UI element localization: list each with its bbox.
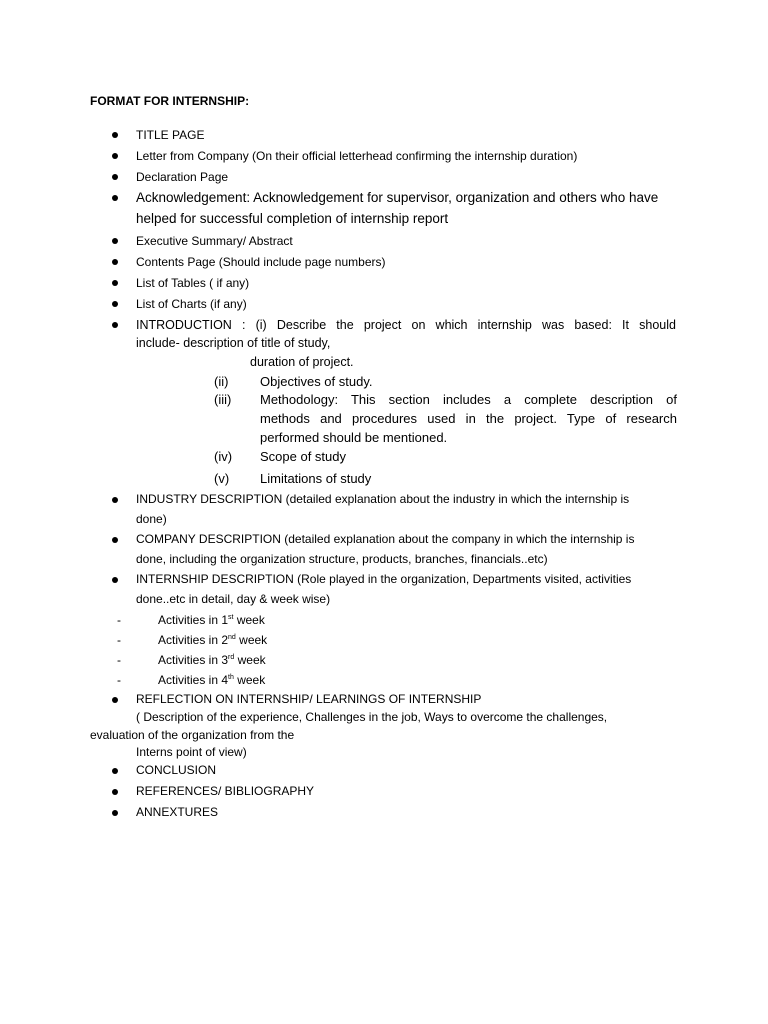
list-item-introduction-cont: include- description of title of study,: [136, 336, 331, 350]
dash-marker: -: [117, 613, 121, 627]
bullet-icon: [112, 577, 118, 583]
week-item: Activities in 4th week: [158, 673, 266, 687]
intro-sub-objectives: Objectives of study.: [260, 374, 373, 389]
dash-marker: -: [117, 673, 121, 687]
bullet-icon: [112, 537, 118, 543]
dash-marker: -: [117, 633, 121, 647]
intro-sub-methodology-end: performed should be mentioned.: [260, 430, 448, 445]
bullet-icon: [112, 238, 118, 244]
week-item: Activities in 3rd week: [158, 653, 266, 667]
bullet-icon: [112, 153, 118, 159]
bullet-icon: [112, 301, 118, 307]
list-item-executive-summary: Executive Summary/ Abstract: [136, 234, 293, 248]
intro-sub-number: (ii): [214, 374, 229, 389]
list-item-contents: Contents Page (Should include page numbers): [136, 255, 386, 269]
list-item-acknowledgement-cont: helped for successful completion of internship report: [136, 211, 449, 226]
week-item: Activities in 1st week: [158, 613, 265, 627]
intro-sub-methodology-cont: methods and procedures used in the project. Type of research: [260, 411, 677, 426]
list-item-conclusion: CONCLUSION: [136, 763, 217, 777]
bullet-icon: [112, 259, 118, 265]
list-item-annextures: ANNEXTURES: [136, 805, 219, 819]
week-item: Activities in 2nd week: [158, 633, 268, 647]
list-item-reflection: REFLECTION ON INTERNSHIP/ LEARNINGS OF INTERNSHIP: [136, 692, 482, 706]
bullet-icon: [112, 697, 118, 703]
list-item-declaration: Declaration Page: [136, 170, 229, 184]
list-item-charts: List of Charts (if any): [136, 297, 247, 311]
bullet-icon: [112, 768, 118, 774]
document-heading: FORMAT FOR INTERNSHIP:: [90, 94, 250, 108]
intro-sub-limitations: Limitations of study: [260, 471, 372, 486]
list-item-reflection-end: Interns point of view): [136, 745, 247, 759]
list-item-internship-cont: done..etc in detail, day & week wise): [136, 592, 331, 606]
bullet-icon: [112, 789, 118, 795]
intro-sub-number: (iii): [214, 392, 232, 407]
list-item-letter: Letter from Company (On their official letterhead confirming the internship duration): [136, 149, 578, 163]
bullet-icon: [112, 280, 118, 286]
list-item-company: COMPANY DESCRIPTION (detailed explanation about the company in which the internship is: [136, 532, 635, 546]
list-item-introduction-duration: duration of project.: [250, 355, 354, 369]
intro-sub-number: (v): [214, 471, 230, 486]
bullet-icon: [112, 810, 118, 816]
list-item-company-cont: done, including the organization structure, products, branches, financials..etc): [136, 552, 548, 566]
list-item-industry: INDUSTRY DESCRIPTION (detailed explanation about the industry in which the internship is: [136, 492, 630, 506]
bullet-icon: [112, 497, 118, 503]
bullet-icon: [112, 132, 118, 138]
list-item-reflection-desc: ( Description of the experience, Challenges in the job, Ways to overcome the challenges,: [136, 710, 608, 724]
intro-sub-scope: Scope of study: [260, 449, 346, 464]
list-item-industry-cont: done): [136, 512, 167, 526]
list-item-acknowledgement: Acknowledgement: Acknowledgement for supervisor, organization and others who have: [136, 190, 659, 205]
bullet-icon: [112, 174, 118, 180]
dash-marker: -: [117, 653, 121, 667]
list-item-tables: List of Tables ( if any): [136, 276, 250, 290]
bullet-icon: [112, 195, 118, 201]
list-item-internship: INTERNSHIP DESCRIPTION (Role played in the organization, Departments visited, activities: [136, 572, 632, 586]
list-item-title-page: TITLE PAGE: [136, 128, 205, 142]
intro-sub-number: (iv): [214, 449, 233, 464]
list-item-introduction: INTRODUCTION : (i) Describe the project on which internship was based: It should: [136, 318, 676, 332]
bullet-icon: [112, 322, 118, 328]
list-item-reflection-cont: evaluation of the organization from the: [90, 728, 295, 742]
list-item-references: REFERENCES/ BIBLIOGRAPHY: [136, 784, 315, 798]
intro-sub-methodology: Methodology: This section includes a complete description of: [260, 392, 677, 407]
